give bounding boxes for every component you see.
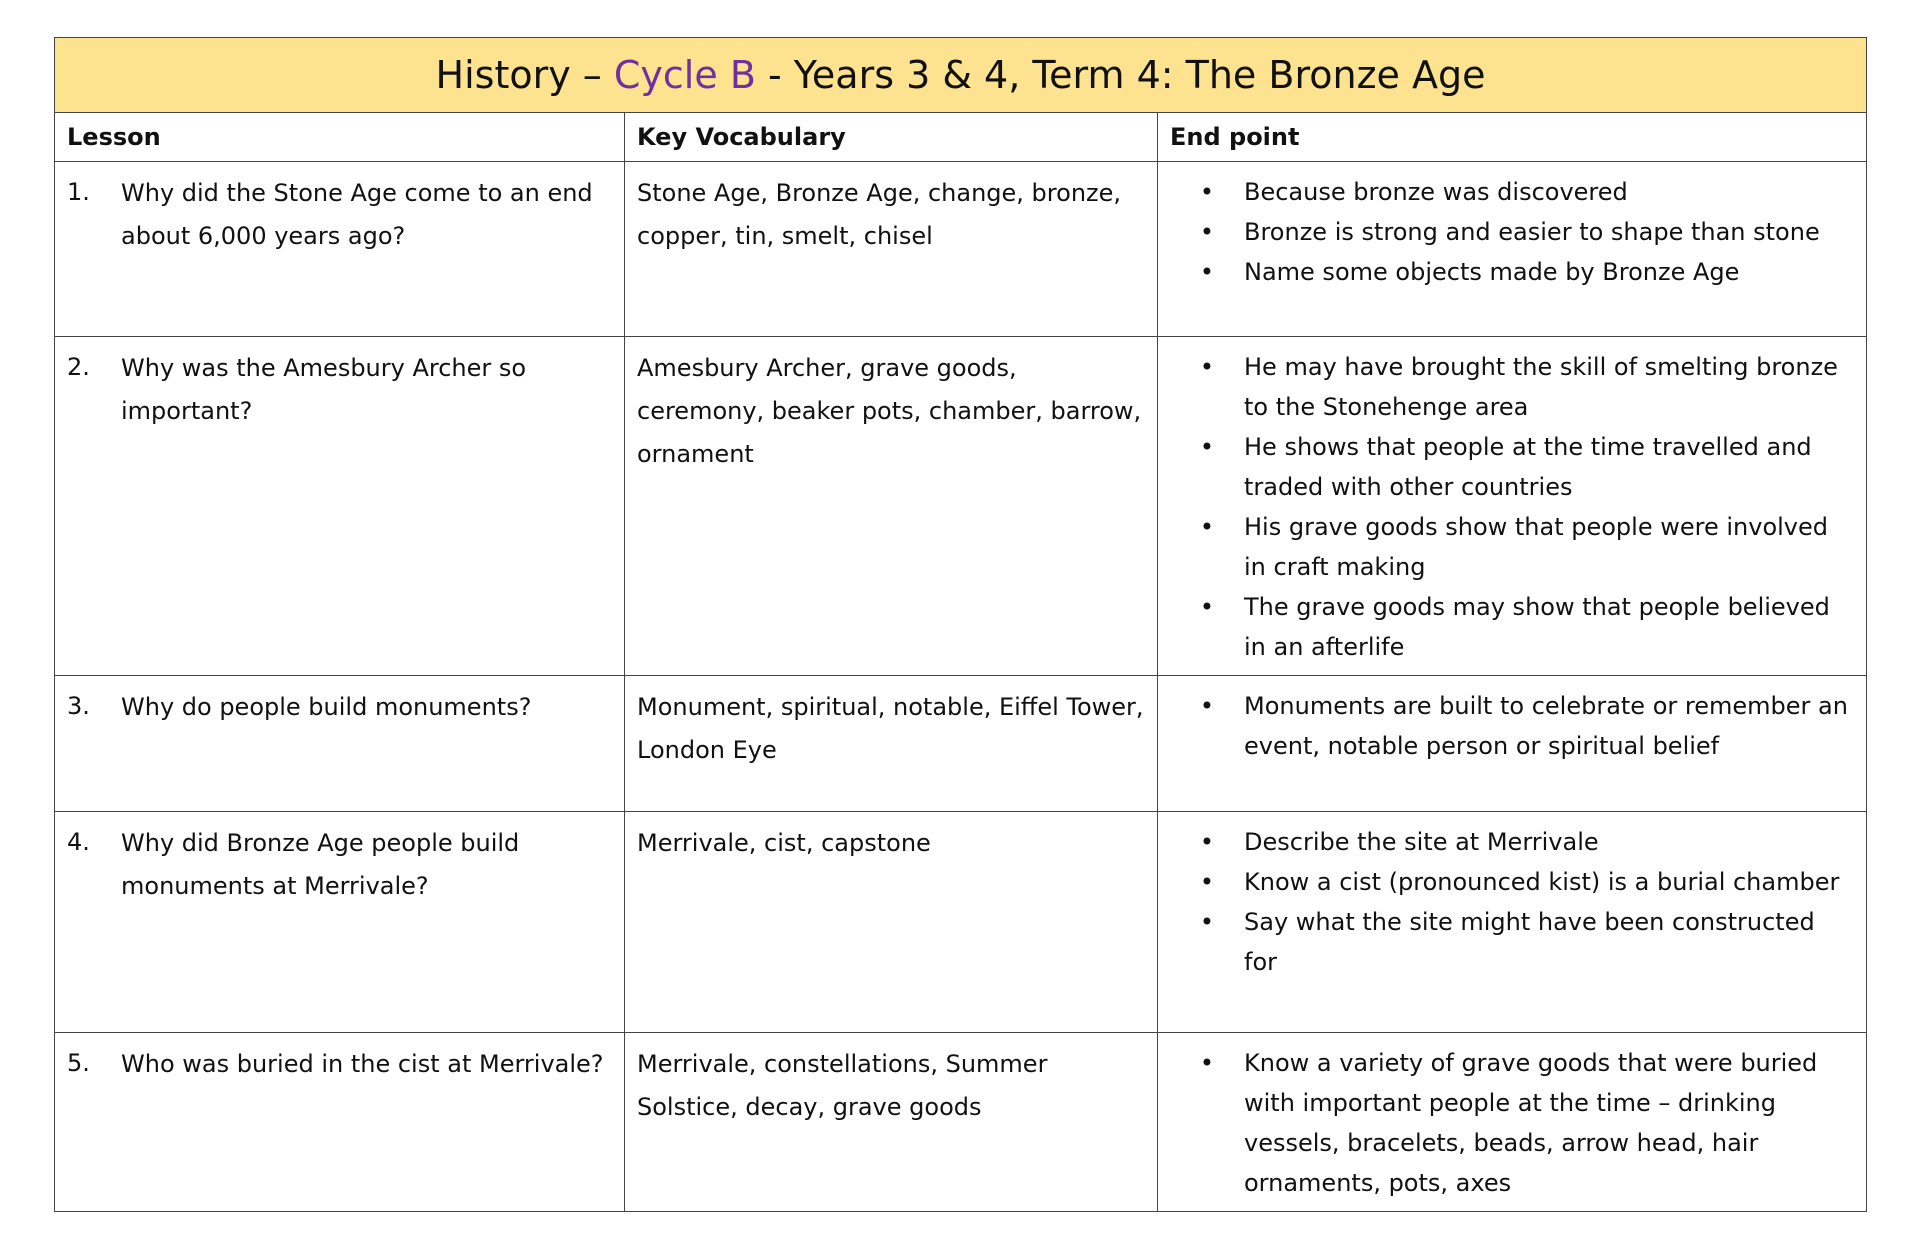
title-cycle: Cycle B — [613, 53, 756, 97]
title-text: History – — [435, 53, 614, 97]
bullet-icon — [1170, 507, 1244, 587]
lesson-question: Why was the Amesbury Archer so important? — [121, 354, 527, 425]
vocabulary-cell: Stone Age, Bronze Age, change, bronze, copper, tin, smelt, chisel — [625, 162, 1158, 337]
end-point-item — [1170, 1043, 1854, 1203]
end-point-list — [1170, 686, 1854, 766]
lesson-question: Why did Bronze Age people build monuments at Merrivale? — [121, 829, 520, 900]
end-point-text: Describe the site at Merrivale — [1244, 828, 1599, 856]
title-text-rest: - Years 3 & 4, Term 4: The Bronze Age — [755, 53, 1486, 97]
bullet-icon — [1170, 252, 1244, 292]
lesson-number: 2. — [67, 353, 90, 381]
end-point-text: The grave goods may show that people believed in an afterlife — [1244, 593, 1830, 661]
lesson-question: Why did the Stone Age come to an end about 6,000 years ago? — [121, 179, 593, 250]
bullet-icon — [1170, 1043, 1244, 1203]
bullet-icon — [1170, 212, 1244, 252]
end-point-item — [1170, 172, 1854, 212]
table-row — [55, 162, 1867, 337]
end-point-text: Monuments are built to celebrate or remember an event, notable person or spiritual belief — [1244, 692, 1848, 760]
end-point-text: Say what the site might have been constructed for — [1244, 908, 1815, 976]
vocabulary-cell: Merrivale, cist, capstone — [625, 812, 1158, 1033]
end-point-cell — [1158, 337, 1867, 676]
lesson-cell — [55, 1033, 625, 1212]
table-row — [55, 337, 1867, 676]
end-point-text: Because bronze was discovered — [1244, 178, 1628, 206]
lesson-number: 3. — [67, 692, 90, 720]
end-point-item — [1170, 252, 1854, 292]
lesson-number: 1. — [67, 178, 90, 206]
bullet-icon — [1170, 587, 1244, 667]
end-point-cell — [1158, 676, 1867, 812]
end-point-item — [1170, 427, 1854, 507]
lesson-question: Why do people build monuments? — [121, 693, 532, 721]
end-point-item — [1170, 347, 1854, 427]
end-point-item — [1170, 862, 1854, 902]
end-point-list — [1170, 347, 1854, 667]
vocabulary-cell: Merrivale, constellations, Summer Solstice, decay, grave goods — [625, 1033, 1158, 1212]
lesson-cell — [55, 162, 625, 337]
end-point-item — [1170, 822, 1854, 862]
end-point-cell — [1158, 1033, 1867, 1212]
end-point-item — [1170, 507, 1854, 587]
end-point-list — [1170, 822, 1854, 982]
lesson-question: Who was buried in the cist at Merrivale? — [121, 1050, 604, 1078]
end-point-text: Bronze is strong and easier to shape than stone — [1244, 218, 1820, 246]
bullet-icon — [1170, 427, 1244, 507]
header-end-point: End point — [1158, 113, 1867, 162]
bullet-icon — [1170, 822, 1244, 862]
header-lesson: Lesson — [55, 113, 625, 162]
lesson-number: 4. — [67, 828, 90, 856]
lesson-cell — [55, 676, 625, 812]
end-point-text: Know a variety of grave goods that were buried with important people at the time – drinking vessels, bracelets, beads, arrow head, hair ornaments, pots, axes — [1244, 1049, 1818, 1197]
table-row — [55, 812, 1867, 1033]
bullet-icon — [1170, 686, 1244, 766]
end-point-cell — [1158, 812, 1867, 1033]
end-point-text: He may have brought the skill of smelting bronze to the Stonehenge area — [1244, 353, 1838, 421]
page-title — [55, 38, 1867, 113]
lesson-cell — [55, 337, 625, 676]
end-point-item — [1170, 212, 1854, 252]
bullet-icon — [1170, 347, 1244, 427]
end-point-item — [1170, 587, 1854, 667]
bullet-icon — [1170, 902, 1244, 982]
vocabulary-cell: Monument, spiritual, notable, Eiffel Tower, London Eye — [625, 676, 1158, 812]
end-point-text: He shows that people at the time travelled and traded with other countries — [1244, 433, 1812, 501]
lesson-cell — [55, 812, 625, 1033]
vocabulary-cell: Amesbury Archer, grave goods, ceremony, beaker pots, chamber, barrow, ornament — [625, 337, 1158, 676]
bullet-icon — [1170, 172, 1244, 212]
lesson-number: 5. — [67, 1049, 90, 1077]
end-point-text: His grave goods show that people were involved in craft making — [1244, 513, 1828, 581]
end-point-item — [1170, 686, 1854, 766]
end-point-cell — [1158, 162, 1867, 337]
end-point-text: Name some objects made by Bronze Age — [1244, 258, 1740, 286]
lesson-plan-table — [54, 37, 1867, 1212]
end-point-text: Know a cist (pronounced kist) is a burial chamber — [1244, 868, 1840, 896]
end-point-list — [1170, 172, 1854, 292]
table-row — [55, 676, 1867, 812]
end-point-list — [1170, 1043, 1854, 1203]
table-row — [55, 1033, 1867, 1212]
header-key-vocabulary: Key Vocabulary — [625, 113, 1158, 162]
bullet-icon — [1170, 862, 1244, 902]
end-point-item — [1170, 902, 1854, 982]
